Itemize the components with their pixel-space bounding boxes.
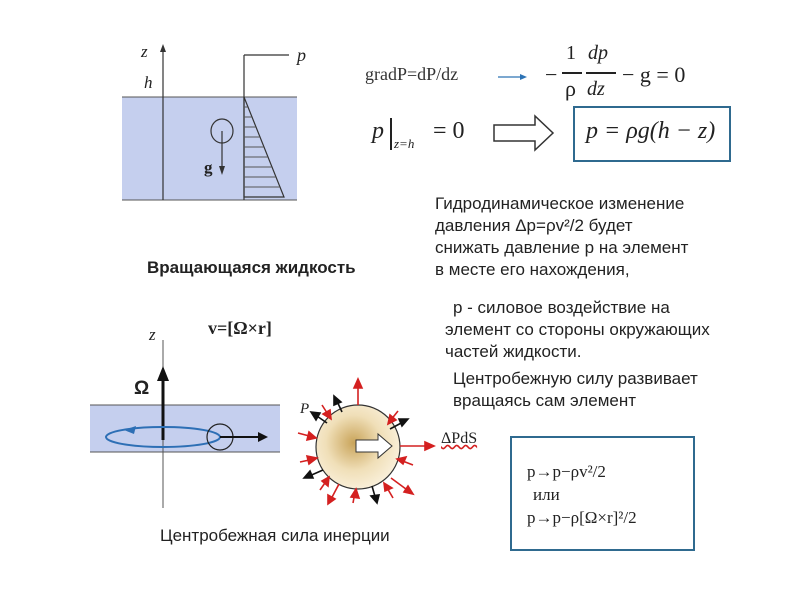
balance-dz: dz [587,78,605,100]
substitution-line: p→p−ρv²/2 [527,462,606,481]
delta-PdS-text: ΔPdS [441,430,478,447]
P-label: P [300,401,310,417]
force-line: частей жидкости. [445,342,582,361]
balance-num: 1 [566,42,576,64]
omega-label: Ω [134,378,150,399]
force-line: элемент со стороны окружающих [445,320,710,339]
rotating-title: Вращающаяся жидкость [147,258,356,277]
grad-formula: gradP=dP/dz [365,64,459,84]
result-formula: p = ρg(h − z) [586,118,716,144]
hydro-line: Гидродинамическое изменение [435,194,685,213]
balance-rest: − g = 0 [622,62,686,87]
top-g-label: g [204,158,213,177]
balance-den: ρ [565,76,576,101]
hydro-line: в месте его нахождения, [435,260,630,279]
v-formula: v=[Ω×r] [208,318,272,338]
balance-minus: − [545,62,558,87]
boundary-rest: = 0 [433,118,465,144]
substitution-lines [527,460,637,529]
inertia-title: Центробежная сила инерции [160,526,390,545]
centrifugal-line: вращаясь сам элемент [453,391,637,410]
boundary-p: p [372,118,384,144]
top-p-label: p [297,45,306,65]
delta-PdS-label [441,430,477,448]
hydro-line: снижать давление p на элемент [435,238,689,257]
substitution-line: или [533,485,560,504]
boundary-sub: z=h [394,136,415,151]
top-h-label: h [144,73,153,92]
centrifugal-line: Центробежную силу развивает [453,369,698,388]
hydro-line: давления Δp=ρv²/2 будет [435,216,633,235]
force-line: p - силовое воздействие на [453,298,670,317]
balance-dp: dp [588,42,608,64]
substitution-line: p→p−ρ[Ω×r]²/2 [527,508,637,527]
top-z-label: z [141,42,148,61]
bottom-z-label: z [149,325,156,344]
